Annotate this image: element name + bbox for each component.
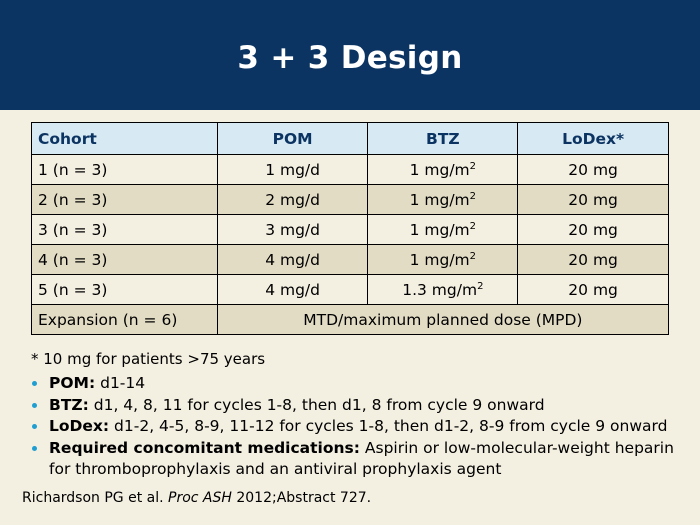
pom-cell: 4 mg/d — [217, 275, 368, 305]
title-bar — [0, 0, 700, 110]
bullet-text: d1-2, 4-5, 8-9, 11-12 for cycles 1-8, then d1-2, 8-9 from cycle 9 onward — [109, 417, 668, 435]
table-header-row — [32, 123, 669, 155]
cohort-cell: 3 (n = 3) — [32, 215, 218, 245]
btz-unit-exponent: 2 — [469, 190, 477, 202]
btz-unit-exponent: 2 — [469, 220, 477, 232]
btz-unit-exponent: 2 — [469, 160, 477, 172]
list-item — [30, 395, 695, 416]
btz-cell — [368, 245, 518, 275]
btz-value: 1 mg/m — [409, 220, 470, 239]
bullet-icon — [32, 381, 37, 386]
btz-cell — [368, 155, 518, 185]
btz-unit-exponent: 2 — [477, 280, 484, 292]
lodex-cell: 20 mg — [518, 245, 669, 275]
bullet-icon — [32, 403, 37, 408]
citation — [22, 490, 371, 506]
btz-cell — [368, 215, 518, 245]
bullet-label: POM: — [49, 374, 96, 392]
table-row — [32, 275, 669, 305]
lodex-cell: 20 mg — [518, 275, 669, 305]
btz-value: 1 mg/m — [409, 160, 470, 179]
list-item — [30, 438, 695, 480]
bullet-label: LoDex: — [49, 417, 110, 435]
btz-value: 1 mg/m — [409, 250, 470, 269]
cohort-cell: 5 (n = 3) — [32, 275, 218, 305]
expansion-row — [32, 305, 669, 335]
slide-title: 3 + 3 Design — [237, 40, 463, 76]
table-footnote: * 10 mg for patients >75 years — [31, 350, 266, 368]
lodex-cell: 20 mg — [518, 155, 669, 185]
bullet-text: Aspirin or low-molecular-weight heparin for thromboprophylaxis and an antiviral prophylaxis agent — [49, 438, 674, 478]
cohort-cell: 2 (n = 3) — [32, 185, 218, 215]
pom-cell: 4 mg/d — [217, 245, 368, 275]
btz-unit-exponent: 2 — [469, 250, 477, 262]
lodex-cell: 20 mg — [518, 215, 669, 245]
table-row — [32, 245, 669, 275]
table-row — [32, 215, 669, 245]
cohort-cell: 1 (n = 3) — [32, 155, 218, 185]
citation-details: 2012;Abstract 727. — [231, 490, 372, 506]
pom-cell: 1 mg/d — [217, 155, 368, 185]
list-item — [30, 416, 695, 437]
btz-cell — [368, 185, 518, 215]
dosing-schedule-list — [30, 373, 695, 480]
expansion-dose-cell: MTD/maximum planned dose (MPD) — [217, 305, 668, 335]
header-lodex: LoDex* — [518, 123, 669, 155]
list-item — [30, 373, 695, 394]
bullet-text: d1, 4, 8, 11 for cycles 1-8, then d1, 8 from cycle 9 onward — [88, 395, 545, 414]
header-btz: BTZ — [368, 123, 518, 155]
header-pom: POM — [217, 123, 368, 155]
cohort-cell: 4 (n = 3) — [32, 245, 218, 275]
pom-cell: 3 mg/d — [217, 215, 368, 245]
expansion-cohort-cell: Expansion (n = 6) — [32, 305, 218, 335]
bullet-label: BTZ: — [49, 395, 89, 414]
citation-authors: Richardson PG et al. — [22, 490, 169, 506]
bullet-label: Required concomitant medications: — [49, 438, 360, 457]
pom-cell: 2 mg/d — [217, 185, 368, 215]
btz-value: 1.3 mg/m — [402, 280, 478, 299]
citation-journal: Proc ASH — [168, 490, 232, 506]
header-cohort: Cohort — [32, 123, 218, 155]
btz-cell — [368, 275, 518, 305]
table-row — [32, 185, 669, 215]
cohort-dosing-table — [31, 122, 669, 335]
bullet-icon — [32, 446, 37, 451]
lodex-cell: 20 mg — [518, 185, 669, 215]
btz-value: 1 mg/m — [409, 190, 470, 209]
bullet-icon — [32, 424, 37, 429]
bullet-text: d1-14 — [95, 374, 146, 392]
table-row — [32, 155, 669, 185]
